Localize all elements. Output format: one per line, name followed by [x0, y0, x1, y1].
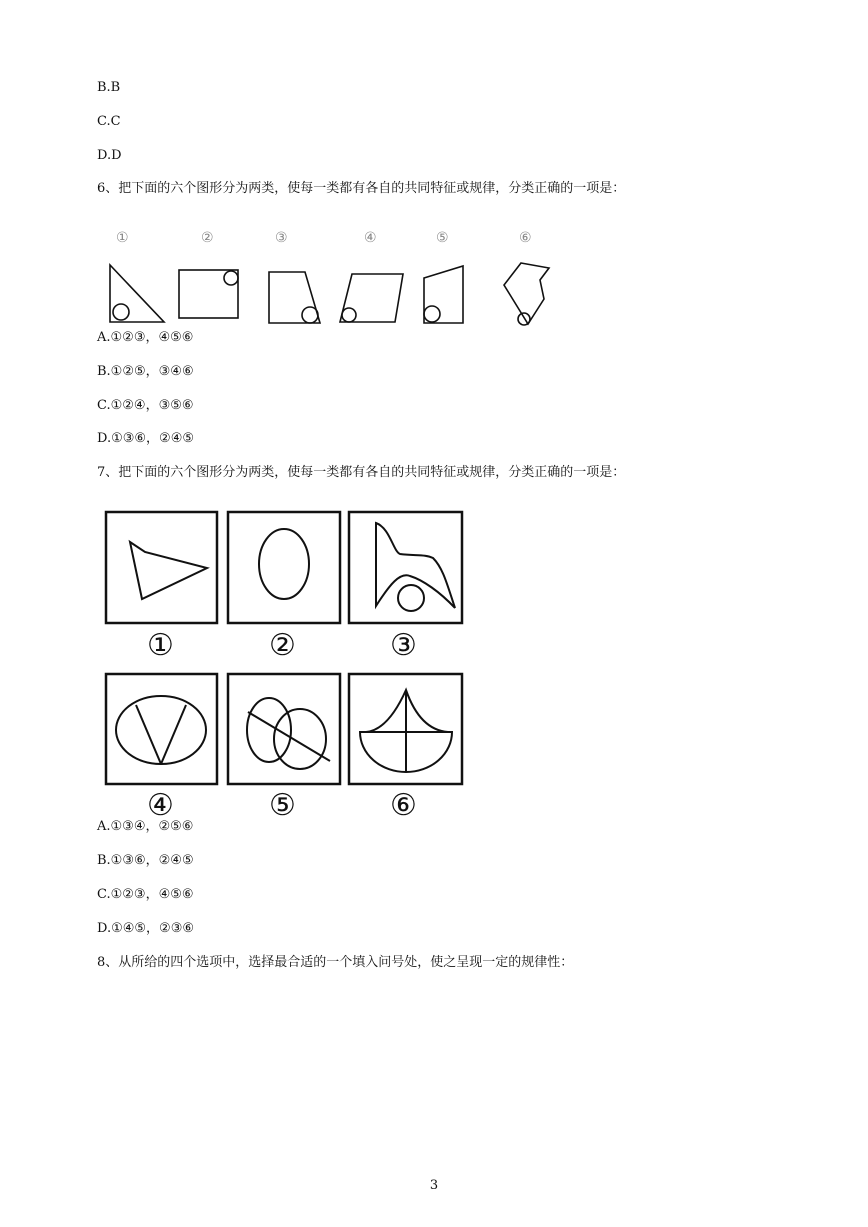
q8-stem: 8、从所给的四个选项中，选择最合适的一个填入问号处，使之呈现一定的规律性：	[97, 955, 574, 970]
q6-label-4: ④	[364, 230, 377, 246]
prev-option-b: B.B	[97, 80, 121, 95]
q6-label-3: ③	[275, 230, 288, 246]
q7-label-3: ③	[390, 628, 417, 663]
q7-panel-4	[106, 674, 217, 784]
q6-label-2: ②	[201, 230, 214, 246]
q7-panel-1	[106, 512, 217, 623]
q6-label-1: ①	[116, 230, 129, 246]
q6-shape-5-quadrilateral	[424, 266, 463, 323]
q6-shape-2-rectangle	[179, 270, 238, 318]
q6-option-d: D.①③⑥，②④⑤	[97, 431, 195, 446]
q6-shape-4-parallelogram	[340, 274, 403, 322]
q7-option-d: D.①④⑤，②③⑥	[97, 921, 195, 936]
q7-panel-2	[228, 512, 340, 623]
q6-option-a: A.①②③，④⑤⑥	[97, 330, 194, 345]
q7-label-1: ①	[147, 628, 174, 663]
q7-panel-5	[228, 674, 340, 784]
q7-option-c: C.①②③，④⑤⑥	[97, 887, 194, 902]
q6-figure	[100, 228, 560, 332]
q7-label-4: ④	[147, 788, 174, 823]
q7-panel-6	[349, 674, 462, 784]
page-number: 3	[429, 1178, 439, 1193]
q7-panel-3	[349, 512, 462, 623]
q7-option-a: A.①③④，②⑤⑥	[97, 819, 194, 834]
q7-label-6: ⑥	[390, 788, 417, 823]
q7-label-5: ⑤	[269, 788, 296, 823]
q7-label-2: ②	[269, 628, 296, 663]
q7-option-b: B.①③⑥，②④⑤	[97, 853, 194, 868]
q7-stem: 7、把下面的六个图形分为两类，使每一类都有各自的共同特征或规律，分类正确的一项是：	[97, 465, 626, 480]
q6-label-5: ⑤	[436, 230, 449, 246]
q6-option-b: B.①②⑤，③④⑥	[97, 364, 194, 379]
q6-label-6: ⑥	[519, 230, 532, 246]
prev-option-c: C.C	[97, 114, 121, 129]
q6-option-c: C.①②④，③⑤⑥	[97, 398, 194, 413]
q6-shape-3-trapezoid	[269, 272, 320, 323]
q6-shape-1-triangle	[110, 265, 164, 322]
q7-figure	[100, 506, 470, 826]
q6-shape-6-irregular	[504, 263, 549, 325]
prev-option-d: D.D	[97, 148, 122, 163]
q6-stem: 6、把下面的六个图形分为两类，使每一类都有各自的共同特征或规律，分类正确的一项是：	[97, 181, 626, 196]
